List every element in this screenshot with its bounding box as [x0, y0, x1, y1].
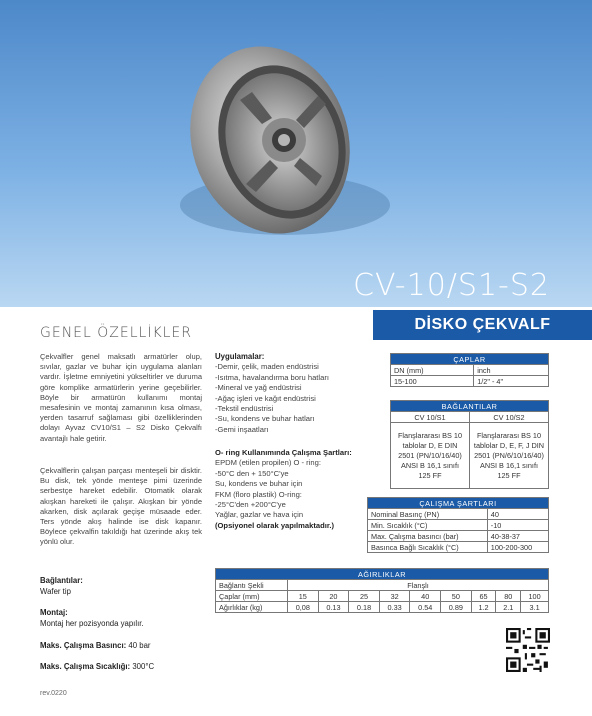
table-cell: 2.1 [496, 602, 521, 613]
table-cell: Flanşlı [288, 580, 549, 591]
table-cell: Çaplar (mm) [216, 591, 288, 602]
application-item: -Tekstil endüstrisi [215, 404, 274, 414]
table-cell: Flanşlararası BS 10 tablolar D, E, F, J DIN 2501 (PN/6/10/16/40) ANSI B 16,1 sınıfı 125 FF [470, 423, 549, 489]
table-cell: 40 [410, 591, 441, 602]
application-item: -Isıtma, havalandırma boru hatları [215, 372, 329, 382]
table-cell: 40 [487, 509, 548, 520]
weights-table [215, 568, 549, 613]
oring-line: FKM (floro plastik) O-ring: [215, 489, 302, 499]
table-cell: 3.1 [521, 602, 549, 613]
table-cell: 100-200-300 [487, 542, 548, 553]
sizes-table [390, 353, 549, 387]
table-cell: Min. Sıcaklık (°C) [368, 520, 488, 531]
conditions-caption: ÇALIŞMA ŞARTLARI [368, 498, 549, 509]
table-cell: 65 [471, 591, 496, 602]
application-item: -Su, kondens ve buhar hatları [215, 414, 315, 424]
model-title: CV-10/S1-S2 [353, 268, 550, 303]
table-cell: 0.89 [441, 602, 472, 613]
connections-table [390, 400, 549, 489]
table-cell: 80 [496, 591, 521, 602]
table-cell: 32 [379, 591, 410, 602]
table-cell: 1.2 [471, 602, 496, 613]
application-item: -Mineral ve yağ endüstrisi [215, 383, 302, 393]
table-cell: Ağırlıklar (kg) [216, 602, 288, 613]
section-heading: GENEL ÖZELLİKLER [40, 325, 193, 341]
application-item: -Demir, çelik, maden endüstrisi [215, 362, 319, 372]
principle-paragraph: Çekvalflerin çalışan parçası menteşeli bir disktir. Bu disk, tek yönde menteşe pimi üzerinde serbestçe hareket edebilir. Otomatik olarak akışkan hareketi ile çalışır. Akışkan bir yönde akarken, disk açılarak geçişe müsaade eder. Ters yönde akış halinde ise disk kapanır. Böylece çekvalfin takıldığı hat üzerinde akış tek yönlü olur. [40, 466, 202, 547]
conditions-table [367, 497, 549, 553]
oring-title: O- ring Kullanımında Çalışma Şartları: [215, 448, 352, 457]
oring-note: (Opsiyonel olarak yapılmaktadır.) [215, 520, 335, 530]
qr-code[interactable] [506, 628, 550, 672]
intro-paragraph: Çekvalfler genel maksatlı armatürler olup, sıvılar, gazlar ve buhar için uygulama alanları vardır. İşletme emniyetini yükseltirler ve duruma göre komplike armatürlerin yerine geçebilirler. Böyle bir armatürün kullanımı montaj mesafesinin ve montaj zamanının kısa olması, yerden tasarruf sağlaması gibi özelliklerinden dolayı Ayvaz CV10/S1 – S2 Disko Çekvalfı avantajlı hale getirir. [40, 352, 202, 443]
max-pressure: Maks. Çalışma Basıncı: 40 bar [40, 641, 151, 650]
table-cell: Max. Çalışma basıncı (bar) [368, 531, 488, 542]
table-cell: 40-38-37 [487, 531, 548, 542]
table-cell: 0,08 [288, 602, 319, 613]
table-cell: 20 [318, 591, 349, 602]
applications-title: Uygulamalar: [215, 352, 265, 361]
table-cell: 15 [288, 591, 319, 602]
product-subtitle: DİSKO ÇEKVALF [373, 310, 592, 340]
oring-line: Su, kondens ve buhar için [215, 479, 303, 489]
table-cell: Basınca Bağlı Sıcaklık (°C) [368, 542, 488, 553]
valve-product-image [0, 0, 592, 307]
table-cell: 0.33 [379, 602, 410, 613]
application-item: -Gemi inşaatları [215, 424, 269, 434]
oring-line: Yağlar, gazlar ve hava için [215, 510, 304, 520]
table-cell: 0.18 [349, 602, 380, 613]
mounting-label: Montaj: [40, 608, 68, 617]
table-cell: Flanşlararası BS 10 tablolar D, E DIN 2501 (PN/10/16/40) ANSI B 16,1 sınıfı 125 FF [391, 423, 470, 489]
table-cell: CV 10/S1 [391, 412, 470, 423]
oring-line: -50°C den + 150°C'ye [215, 468, 289, 478]
mounting-value: Montaj her pozisyonda yapılır. [40, 619, 144, 628]
revision-label: rev.0220 [40, 690, 67, 697]
table-cell: -10 [487, 520, 548, 531]
applications-list [215, 352, 380, 435]
table-cell: 100 [521, 591, 549, 602]
hero-banner [0, 0, 592, 307]
connection-value: Wafer tip [40, 587, 71, 596]
table-cell: 15-100 [391, 376, 474, 387]
application-item: -Ağaç işleri ve kağıt endüstrisi [215, 393, 316, 403]
table-cell: 25 [349, 591, 380, 602]
oring-line: -25°C'den +200°C'ye [215, 500, 286, 510]
sizes-caption: ÇAPLAR [391, 354, 549, 365]
oring-line: EPDM (etilen propilen) O - ring: [215, 458, 321, 468]
table-cell: 0.54 [410, 602, 441, 613]
table-cell: 50 [441, 591, 472, 602]
weights-caption: AĞIRLIKLAR [216, 569, 549, 580]
table-cell: CV 10/S2 [470, 412, 549, 423]
table-cell: Nominal Basınç (PN) [368, 509, 488, 520]
table-cell: 1/2" - 4" [474, 376, 549, 387]
max-temperature: Maks. Çalışma Sıcaklığı: 300°C [40, 662, 155, 671]
table-cell: inch [474, 365, 549, 376]
oring-conditions [215, 448, 380, 531]
table-cell: 0.13 [318, 602, 349, 613]
connection-label: Bağlantılar: [40, 576, 83, 585]
connections-caption: BAĞLANTILAR [391, 401, 549, 412]
table-cell: DN (mm) [391, 365, 474, 376]
table-cell: Bağlantı Şekli [216, 580, 288, 591]
